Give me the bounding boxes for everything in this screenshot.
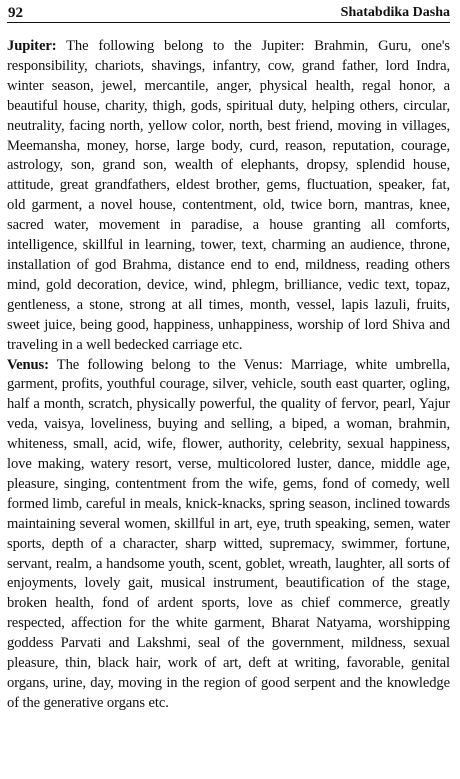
page-header xyxy=(7,0,450,23)
term-jupiter: Jupiter: xyxy=(7,38,57,54)
paragraph-venus-text: The following belong to the Venus: Marriage, white umbrella, garment, profits, youthful courage, silver, vehicle, south east quarter, ogling, half a month, scratch, physically powerful, the quality of fervor, pearl, Yajur veda, vaisya, loveliness, buying and selling, a biped, a woman, brahmin, whiteness, small, acid, wife, flower, authority, celebrity, sexual happiness, love making, watery resort, verse, multicolored luster, dance, middle age, pleasure, singing, contentment from the wife, gems, fond of comedy, well formed limb, careful in meals, knick-knacks, spring season, inclined towards maintaining several women, skillful in art, eye, truth speaking, semen, water sports, depth of a character, sharp witted, supremacy, swimmer, fortune, servant, realm, a handsome youth, scent, goblet, wreath, laughter, all sorts of enjoyments, lovely gait, musical instrument, beautification of the stage, broken health, fond of ardent sports, love as chief commerce, greatly respected, affection for the white garment, Bharat Natyama, worshipping goddess Parvati and Lakshmi, seal of the government, mildness, sexual pleasure, thin, black hair, work of art, deft at writing, favorable, genital organs, urine, day, moving in the region of good serpent and the knowledge of the generative organs etc. xyxy=(7,356,450,711)
paragraph-jupiter xyxy=(7,37,450,356)
running-head: Shatabdika Dasha xyxy=(340,5,450,20)
page-number: 92 xyxy=(8,5,23,21)
term-venus: Venus: xyxy=(7,356,49,373)
paragraph-jupiter-text: The following belong to the Jupiter: Brahmin, Guru, one's responsibility, chariots, shavings, infantry, cow, grand father, lord Indra, winter season, jewel, mercantile, anger, physical health, regal honor, a beautiful house, charity, thigh, gods, spiritual duty, helping others, circular, neutrality, facing north, yellow color, north, best friend, moving in villages, Meemansha, money, horse, large body, curd, reason, reputation, courage, astrology, son, grand son, wealth of elephants, dropsy, splendid house, attitude, great grandfathers, eldest brother, gems, fluctuation, speaker, fat, old garment, a novel house, contentment, old, twice born, mantras, knee, sacred water, movement in paradise, a house granting all comforts, intelligence, skillful in learning, tower, text, charming an audience, throne, installation of god Brahma, distance end to end, mildness, reading others mind, gold decoration, device, wind, phlegm, brilliance, vedic text, topaz, gentleness, a stone, strong at all times, month, vessel, lapis lazuli, fruits, sweet juice, being good, happiness, unhappiness, worship of lord Shiva and traveling in a well bedecked carriage etc. xyxy=(7,38,450,353)
paragraph-venus xyxy=(7,356,450,714)
page-body xyxy=(7,37,450,714)
